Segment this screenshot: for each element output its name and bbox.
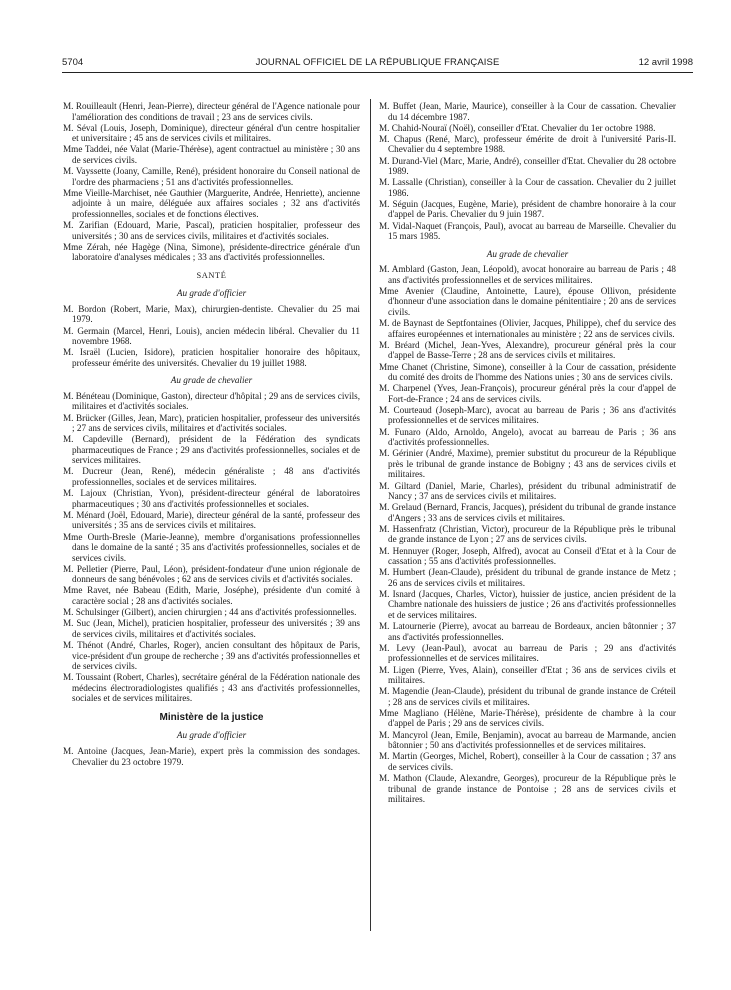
honour-entry: M. Séguin (Jacques, Eugène, Marie), président de chambre honoraire à la cour d'appel de Paris. Chevalier du 9 juin 1987. [379, 198, 676, 220]
honour-entry: M. Brücker (Gilles, Jean, Marc), praticien hospitalier, professeur des universités ; 27 ans de services civils, militaires et d'activités sociales. [63, 412, 360, 434]
honour-entry: M. Ménard (Joël, Edouard, Marie), directeur général de la santé, professeur des universités ; 35 ans de services civils et militaires. [63, 509, 360, 531]
issue-date: 12 avril 1998 [638, 57, 693, 68]
honour-entry: M. Zarifian (Edouard, Marie, Pascal), praticien hospitalier, professeur des universités ; 30 ans de services civils, militaires et d'activités sociales. [63, 219, 360, 241]
honour-entry: M. Germain (Marcel, Henri, Louis), ancien médecin libéral. Chevalier du 11 novembre 1968. [63, 325, 360, 347]
grade-heading: Au grade de chevalier [170, 375, 253, 386]
honour-entry: M. Lajoux (Christian, Yvon), président-directeur général de laboratoires pharmaceutiques ; 30 ans d'activités professionnelles et sociales. [63, 488, 360, 509]
left-column [63, 101, 360, 768]
honour-entry: M. Charpenel (Yves, Jean-François), procureur général près la cour d'appel de Fort-de-France ; 24 ans de services civils. [379, 383, 676, 404]
honour-entry: M. Thénot (André, Charles, Roger), ancien consultant des hôpitaux de Paris, vice-président d'un groupe de recherche ; 39 ans d'activités professionnelles et de services civils. [63, 639, 360, 672]
honour-entry: M. Séval (Louis, Joseph, Dominique), directeur général d'un centre hospitalier et universitaire ; 45 ans de services civils et militaires. [63, 122, 360, 144]
honour-entry: M. Magendie (Jean-Claude), président du tribunal de grande instance de Créteil ; 28 ans de services civils et militaires. [379, 686, 676, 707]
honour-entry: M. de Baynast de Septfontaines (Olivier, Jacques, Philippe), chef du service des affaires européennes et internationales au ministère ; 22 ans de services civils. [379, 318, 676, 339]
honour-entry: M. Toussaint (Robert, Charles), secrétaire général de la Fédération nationale des médecins électroradiologistes qualifiés ; 43 ans d'activités professionnelles, sociales et de services militaires. [63, 672, 360, 704]
honour-entry: M. Courteaud (Joseph-Marc), avocat au barreau de Paris ; 36 ans d'activités professionnelles et de services militaires. [379, 404, 676, 426]
grade-heading: Au grade d'officier [176, 288, 247, 299]
honour-entry: M. Chapus (René, Marc), professeur émérite de droit à l'université Paris-II. Chevalier du 4 septembre 1988. [379, 133, 676, 155]
header-rule [62, 72, 693, 73]
honour-entry: Mme Magliano (Hélène, Marie-Thérèse), présidente de chambre à la cour d'appel de Paris ; 29 ans de services civils. [379, 707, 676, 729]
honour-entry: M. Antoine (Jacques, Jean-Marie), expert près la commission des sondages. Chevalier du 23 octobre 1979. [63, 745, 360, 767]
honour-entry: M. Suc (Jean, Michel), praticien hospitalier, professeur des universités ; 39 ans de services civils, militaires et d'activités sociales. [63, 618, 360, 639]
honour-entry: M. Giltard (Daniel, Marie, Charles), président du tribunal administratif de Nancy ; 37 ans de services civils et militaires. [379, 480, 676, 502]
honour-entry: M. Levy (Jean-Paul), avocat au barreau de Paris ; 29 ans d'activités professionnelles et de services militaires. [379, 642, 676, 664]
honour-entry: M. Martin (Georges, Michel, Robert), conseiller à la Cour de cassation ; 37 ans de services civils. [379, 751, 676, 772]
page-number: 5704 [62, 57, 84, 68]
honour-entry: Mme Avenier (Claudine, Antoinette, Laure), épouse Ollivon, présidente d'honneur d'une association dans le domaine pénitentiaire ; 20 ans de services civils. [379, 285, 676, 317]
honour-entry: M. Bréard (Michel, Jean-Yves, Alexandre), procureur général près la cour d'appel de Basse-Terre ; 28 ans de services civils et militaires. [379, 339, 676, 361]
honour-entry: M. Chahid-Nouraï (Noël), conseiller d'Etat. Chevalier du 1er octobre 1988. [379, 122, 656, 133]
honour-entry: M. Vayssette (Joany, Camille, René), président honoraire du Conseil national de l'ordre des pharmaciens ; 51 ans d'activités professionnelles. [63, 166, 360, 187]
honour-entry: M. Grelaud (Bernard, Francis, Jacques), président du tribunal de grande instance d'Angers ; 33 ans de services civils et militaires. [379, 502, 676, 523]
journal-title: JOURNAL OFFICIEL DE LA RÉPUBLIQUE FRANÇAISE [255, 57, 500, 68]
honour-entry: Mme Taddei, née Valat (Marie-Thérèse), agent contractuel au ministère ; 30 ans de services civils. [63, 144, 360, 165]
honour-entry: M. Buffet (Jean, Marie, Maurice), conseiller à la Cour de cassation. Chevalier du 14 décembre 1987. [379, 101, 676, 122]
honour-entry: M. Hennuyer (Roger, Joseph, Alfred), avocat au Conseil d'Etat et à la Cour de cassation ; 55 ans d'activités professionnelles. [379, 545, 676, 567]
column-divider [370, 99, 371, 931]
honour-entry: Mme Vieille-Marchiset, née Gauthier (Marguerite, Andrée, Henriette), ancienne adjointe à un maire, déléguée aux affaires sociales ; 32 ans d'activités professionnelles, sociales et de fonctions électives. [63, 187, 360, 219]
honour-entry: M. Gérinier (André, Maxime), premier substitut du procureur de la République près le tribunal de grande instance de Bobigny ; 43 ans de services civils et militaires. [379, 448, 676, 480]
honour-entry: M. Durand-Viel (Marc, Marie, André), conseiller d'Etat. Chevalier du 28 octobre 1989. [379, 155, 676, 177]
honour-entry: M. Mathon (Claude, Alexandre, Georges), procureur de la République près le tribunal de grande instance de Pontoise ; 28 ans de services civils et militaires. [379, 772, 676, 805]
honour-entry: M. Latournerie (Pierre), avocat au barreau de Bordeaux, ancien bâtonnier ; 37 ans d'activités professionnelles. [379, 621, 676, 642]
honour-entry: M. Funaro (Aldo, Arnoldo, Angelo), avocat au barreau de Paris ; 36 ans d'activités professionnelles. [379, 426, 676, 448]
honour-entry: M. Ducreur (Jean, René), médecin généraliste ; 48 ans d'activités professionnelles, sociales et de services militaires. [63, 466, 360, 488]
honour-entry: M. Lassalle (Christian), conseiller à la Cour de cassation. Chevalier du 2 juillet 1986. [379, 177, 676, 198]
honour-entry: M. Humbert (Jean-Claude), président du tribunal de grande instance de Metz ; 26 ans de services civils et militaires. [379, 567, 676, 588]
honour-entry: Mme Zérah, née Hagège (Nina, Simone), présidente-directrice générale d'un laboratoire d'analyses médicales ; 33 ans d'activités professionnelles. [63, 241, 360, 263]
honour-entry: M. Schulsinger (Gilbert), ancien chirurgien ; 44 ans d'activités professionnelles. [63, 607, 357, 618]
honour-entry: M. Ligen (Pierre, Yves, Alain), conseiller d'Etat ; 36 ans de services civils et militaires. [379, 664, 676, 686]
honour-entry: M. Bordon (Robert, Marie, Max), chirurgien-dentiste. Chevalier du 25 mai 1979. [63, 303, 360, 325]
honour-entry: M. Isnard (Jacques, Charles, Victor), huissier de justice, ancien président de la Chambre nationale des huissiers de justice ; 26 ans d'activités professionnelles et de services militaires. [379, 588, 676, 621]
honour-entry: M. Mancyrol (Jean, Emile, Benjamin), avocat au barreau de Marmande, ancien bâtonnier ; 50 ans d'activités professionnelles et de services militaires. [379, 729, 676, 751]
honour-entry: M. Hassenfratz (Christian, Victor), procureur de la République près le tribunal de grande instance de Lyon ; 27 ans de services civils. [379, 523, 676, 545]
honour-entry: M. Rouilleault (Henri, Jean-Pierre), directeur général de l'Agence nationale pour l'amélioration des conditions de travail ; 23 ans de services civils. [63, 101, 360, 122]
honour-entry: Mme Ourth-Bresle (Marie-Jeanne), membre d'organisations professionnelles dans le domaine de la santé ; 35 ans d'activités professionnelles, sociales et de services civils. [63, 531, 360, 563]
honour-entry: M. Capdeville (Bernard), président de la Fédération des syndicats pharmaceutiques de France ; 29 ans d'activités professionnelles, sociales et de services militaires. [63, 434, 360, 466]
ministry-heading: Ministère de la justice [159, 711, 264, 723]
honour-entry: Mme Chanet (Christine, Simone), conseiller à la Cour de cassation, présidente du comité des droits de l'homme des Nations unies ; 30 ans de services civils. [379, 361, 676, 383]
honour-entry: M. Bénéteau (Dominique, Gaston), directeur d'hôpital ; 29 ans de services civils, militaires et d'activités sociales. [63, 390, 360, 412]
honour-entry: M. Pelletier (Pierre, Paul, Léon), président-fondateur d'une union régionale de donneurs de sang bénévoles ; 62 ans de services civils et d'activités sociales. [63, 563, 360, 585]
grade-heading: Au grade d'officier [176, 730, 247, 741]
right-column [379, 101, 676, 805]
grade-heading: Au grade de chevalier [486, 248, 569, 259]
section-heading: SANTÉ [196, 270, 227, 280]
honour-entry: M. Vidal-Naquet (François, Paul), avocat au barreau de Marseille. Chevalier du 15 mars 1985. [379, 220, 676, 242]
honour-entry: M. Amblard (Gaston, Jean, Léopold), avocat honoraire au barreau de Paris ; 48 ans d'activités professionnelles et de services militaires. [379, 264, 676, 285]
page-header [62, 57, 693, 71]
honour-entry: Mme Ravet, née Babeau (Edith, Marie, Joséphe), présidente d'un comité à caractère social ; 28 ans d'activités sociales. [63, 585, 360, 607]
honour-entry: M. Israël (Lucien, Isidore), praticien hospitalier honoraire des hôpitaux, professeur émérite des universités. Chevalier du 19 juillet 1988. [63, 347, 360, 368]
